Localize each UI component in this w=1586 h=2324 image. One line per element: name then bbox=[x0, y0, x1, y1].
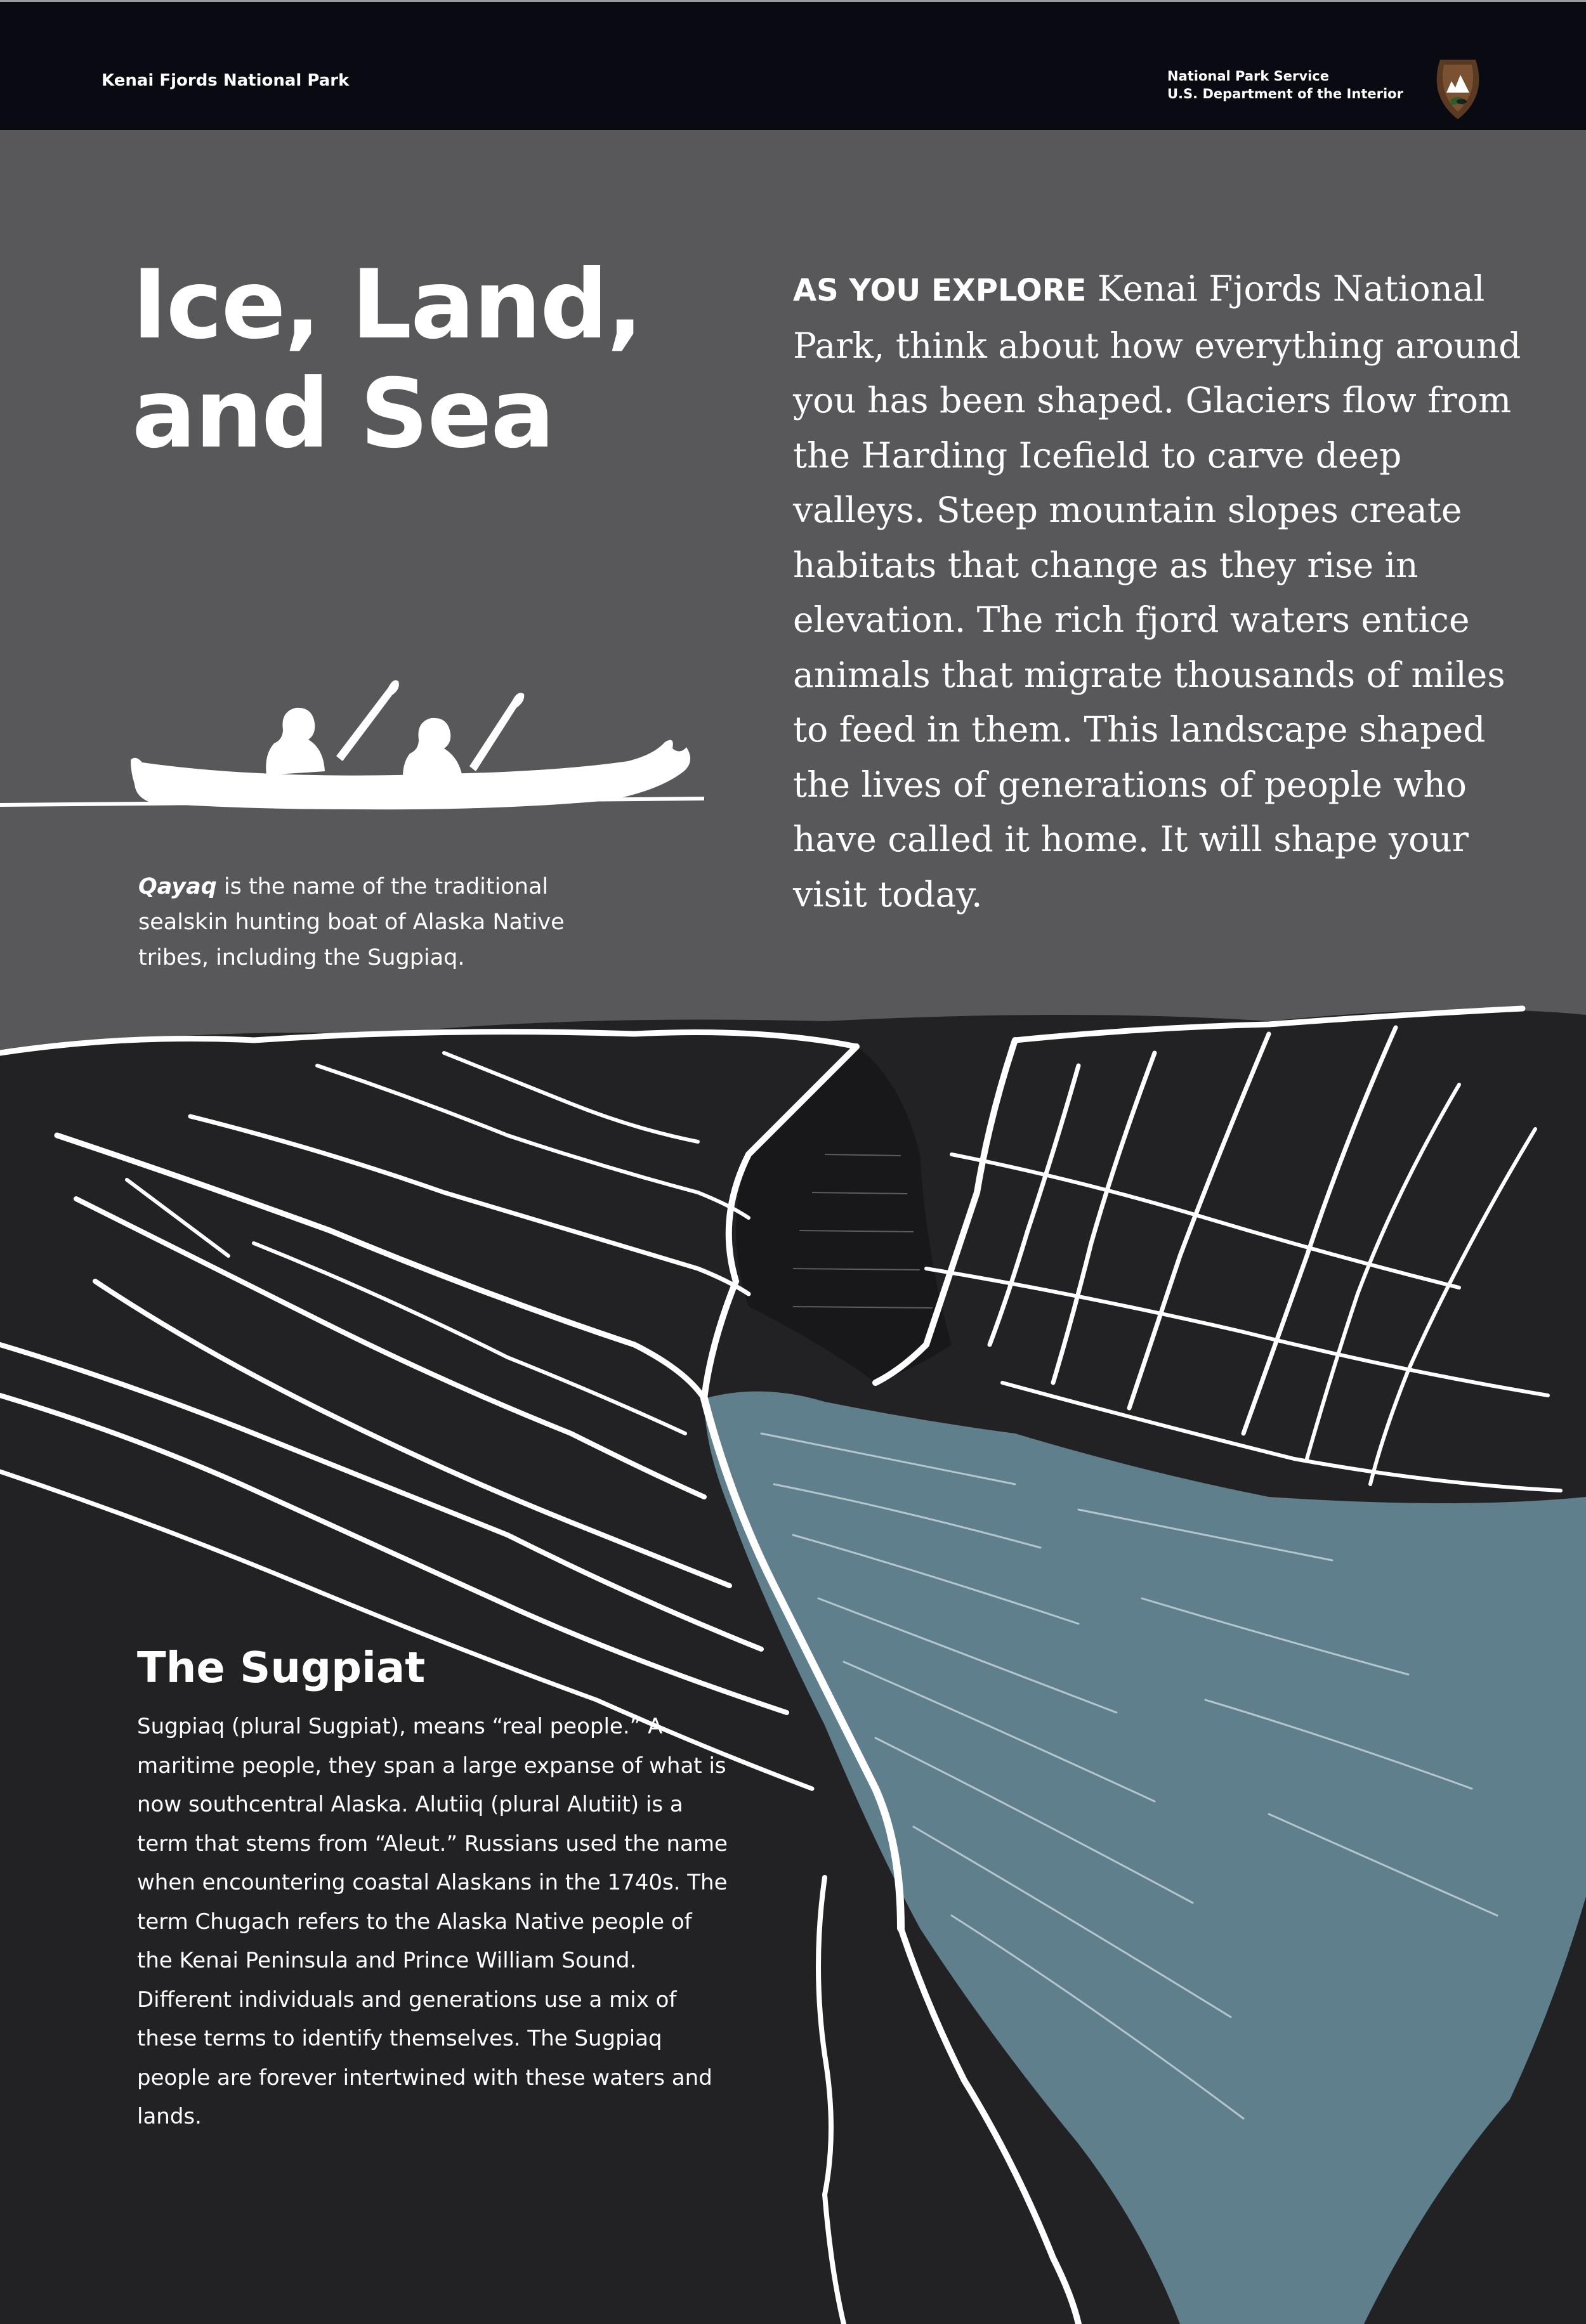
nps-arrowhead-icon bbox=[1432, 56, 1483, 122]
title-line-2: and Sea bbox=[132, 359, 554, 469]
top-edge-line bbox=[0, 0, 1586, 2]
intro-lead: AS YOU EXPLORE bbox=[793, 273, 1087, 308]
agency-name bbox=[1167, 67, 1403, 103]
kayak-silhouette-icon bbox=[0, 660, 704, 831]
qayaq-caption bbox=[138, 869, 595, 976]
header-bar bbox=[0, 0, 1586, 130]
park-name: Kenai Fjords National Park bbox=[102, 71, 350, 90]
caption-text: is the name of the traditional sealskin hunting boat of Alaska Native tribes, including the Sugpiaq. bbox=[138, 874, 565, 970]
caption-term: Qayaq bbox=[138, 874, 217, 899]
page-title bbox=[132, 251, 642, 469]
agency-line-2: U.S. Department of the Interior bbox=[1167, 86, 1403, 101]
intro-paragraph bbox=[793, 261, 1523, 922]
intro-body: Kenai Fjords National Park, think about how everything around you has been shaped. Glaciers flow from the Harding Icefield to carve deep valleys. Steep mountain slopes create habitats that change as they rise in elevation. The rich fjord waters entice animals that migrate thousands of miles to feed in them. This landscape shaped the lives of generations of people who have called it home. It will shape your visit today. bbox=[793, 268, 1521, 915]
agency-line-1: National Park Service bbox=[1167, 69, 1329, 84]
sugpiat-body: Sugpiaq (plural Sugpiat), means “real people.” A maritime people, they span a large expanse of what is now southcentral Alaska. Alutiiq (plural Alutiit) is a term that stems from “Aleut.” Russians used the name when encountering coastal Alaskans in the 1740s. The term Chugach refers to the Alaska Native people of the Kenai Peninsula and Prince William Sound. Different individuals and generations use a mix of these terms to identify themselves. The Sugpiaq people are forever intertwined with these waters and lands. bbox=[137, 1714, 728, 2129]
title-line-1: Ice, Land, bbox=[132, 250, 642, 360]
sugpiat-heading: The Sugpiat bbox=[137, 1643, 426, 1692]
